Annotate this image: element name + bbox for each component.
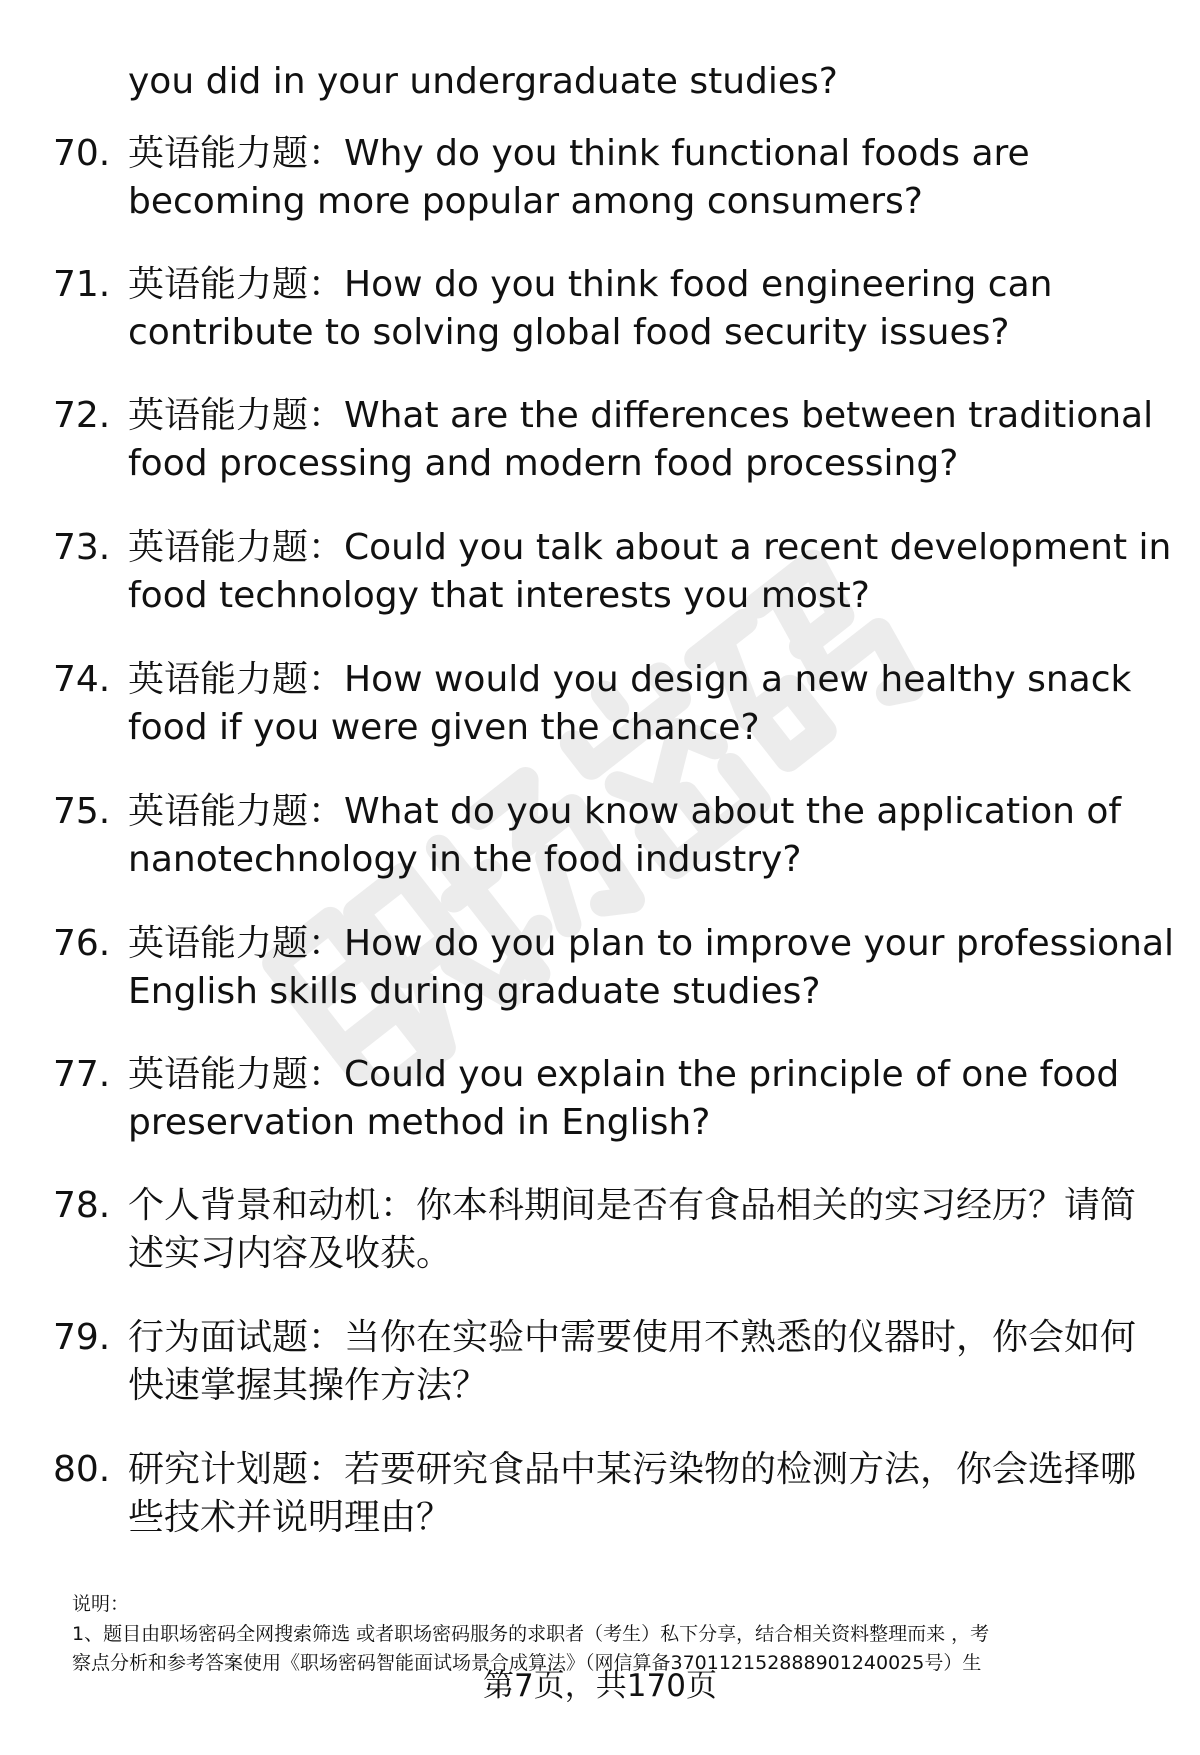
question-line: 研究计划题：若要研究食品中某污染物的检测方法，你会选择哪 (128, 1449, 1137, 1490)
question-text (128, 261, 1148, 357)
question-number: 80. (53, 1449, 111, 1490)
question-line: 快速掌握其操作方法？ (128, 1365, 489, 1406)
question-number: 77. (53, 1054, 111, 1095)
question-line: 英语能力题：How do you plan to improve your professional (128, 923, 1175, 964)
question-text (128, 1182, 1148, 1278)
question-text (128, 1446, 1148, 1542)
question-line: 英语能力题：Why do you think functional foods are (128, 133, 1030, 174)
question-line: 英语能力题：Could you explain the principle of one food (128, 1054, 1120, 1095)
question-line: 个人背景和动机：你本科期间是否有食品相关的实习经历？请简 (128, 1185, 1137, 1226)
question-text (128, 1051, 1148, 1147)
question-number: 79. (53, 1317, 111, 1358)
question-line: nanotechnology in the food industry? (128, 839, 802, 880)
question-line: food technology that interests you most? (128, 575, 870, 616)
question-text (128, 656, 1148, 752)
note-title: 说明： (72, 1593, 130, 1615)
page-number: 第7页，共170页 (483, 1668, 717, 1704)
question-line: 英语能力题：How would you design a new healthy snack (128, 659, 1132, 700)
question-line: 些技术并说明理由？ (128, 1497, 453, 1538)
question-line: food if you were given the chance? (128, 707, 760, 748)
question-line: 英语能力题：How do you think food engineering can (128, 264, 1053, 305)
question-number: 75. (53, 791, 111, 832)
question-line: food processing and modern food processing? (128, 443, 959, 484)
question-line: preservation method in English? (128, 1102, 711, 1143)
question-number: 72. (53, 395, 111, 436)
question-line: 英语能力题：What are the differences between traditional (128, 395, 1154, 436)
question-line: 行为面试题：当你在实验中需要使用不熟悉的仪器时，你会如何 (128, 1317, 1137, 1358)
question-text (128, 524, 1172, 620)
question-text (128, 788, 1148, 884)
note-line: 1、题目由职场密码全网搜索筛选 或者职场密码服务的求职者（考生）私下分享，结合相关资料整理而来 ，考 (72, 1623, 990, 1645)
question-text (128, 920, 1175, 1016)
question-line: English skills during graduate studies? (128, 971, 821, 1012)
question-number: 76. (53, 923, 111, 964)
question-line: contribute to solving global food security issues? (128, 312, 1010, 353)
question-text (128, 130, 1148, 226)
question-line: 英语能力题：What do you know about the application of (128, 791, 1122, 832)
question-line: becoming more popular among consumers? (128, 181, 923, 222)
question-text (128, 392, 1154, 488)
question-number: 78. (53, 1185, 111, 1226)
continued-question-text: you did in your undergraduate studies? (128, 61, 838, 102)
note-line: 察点分析和参考答案使用《职场密码智能面试场景合成算法》（网信算备370112152888901240025号）生 (72, 1652, 982, 1674)
question-number: 74. (53, 659, 111, 700)
question-line: 述实习内容及收获。 (128, 1233, 453, 1274)
question-line: 英语能力题：Could you talk about a recent development in (128, 527, 1172, 568)
question-number: 73. (53, 527, 111, 568)
question-number: 71. (53, 264, 111, 305)
question-text (128, 1314, 1148, 1410)
question-number: 70. (53, 133, 111, 174)
